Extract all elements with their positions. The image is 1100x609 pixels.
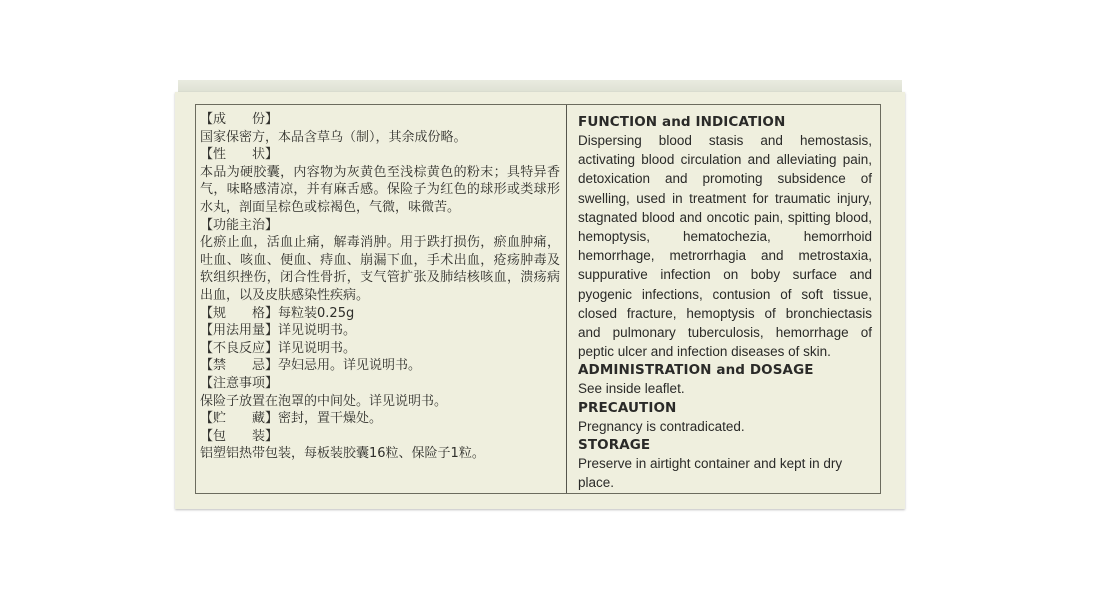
contra-text: 孕妇忌用。详见说明书。 [278,358,422,374]
precaution-heading: PRECAUTION [578,399,677,416]
storage-row [200,410,560,428]
spec-text: 每粒装0.25g [278,305,355,321]
column-divider [566,105,567,493]
function-label: 【功能主治】 [200,217,279,233]
adverse-row [200,340,560,358]
ingredients-text: 国家保密方，本品含草乌（制），其余成份略。 [200,129,467,145]
usage-label: 【用法用量】 [200,323,279,339]
storage-text: 密封，置干燥处。 [278,411,383,427]
text-frame [195,104,881,494]
function-text: 化瘀止血，活血止痛，解毒消肿。用于跌打损伤，瘀血肿痛，吐血、咳血、便血、痔血、崩漏下血，手术出血，疮疡肿毒及软组织挫伤，闭合性骨折，支气管扩张及肺结核咳血，溃疡病出血，以及皮肤感染性疾病。 [200,235,560,303]
adverse-label: 【不良反应】 [200,340,279,356]
package-back-panel [175,92,905,509]
admin-text: See inside leaflet. [578,381,685,397]
adverse-text: 详见说明书。 [278,340,357,356]
storage-text-en: Preserve in airtight container and kept in dry place. [578,455,843,491]
storage-heading: STORAGE [578,436,651,453]
function-heading: FUNCTION and INDICATION [578,114,786,130]
precaution-text: Pregnancy is contradicated. [578,418,745,434]
spec-label: 【规 格】 [200,305,279,321]
chinese-column [200,111,560,463]
usage-text: 详见说明书。 [278,323,357,339]
english-column [578,113,872,492]
notes-label: 【注意事项】 [200,375,279,391]
contra-label: 【禁 忌】 [200,358,279,374]
spec-row [200,305,560,323]
function-text-en: Dispersing blood stasis and hemostasis, activating blood circulation and alleviating pain, detoxication and promoting subsidence of swelling, used in treatment for traumatic injury, stagnated blood and oncotic pain, spitting blood, hemoptysis, hematochezia, hemorrhoid hemorrhage, metrorrhagia and metrostaxia, suppurative infection on boby surface and pyogenic infections, contusion of soft tissue, closed fracture, hemoptysis of bronchiectasis and pulmonary tuberculosis, hemorrhage of peptic ulcer and infection diseases of skin. [578,133,872,360]
ingredients-label: 【成 份】 [200,112,279,127]
notes-text: 保险子放置在泡罩的中间处。详见说明书。 [200,393,448,409]
contra-row [200,357,560,375]
storage-label: 【贮 藏】 [200,411,279,427]
character-text: 本品为硬胶囊，内容物为灰黄色至浅棕黄色的粉末；具特异香气，味略感清凉，并有麻舌感。保险子为红色的球形或类球形水丸，剖面呈棕色或棕褐色，气微，味微苦。 [200,164,560,215]
package-text: 铝塑铝热带包装，每板装胶囊16粒、保险子1粒。 [200,446,485,462]
character-label: 【性 状】 [200,147,279,163]
usage-row [200,322,560,340]
admin-heading: ADMINISTRATION and DOSAGE [578,362,814,379]
package-label: 【包 装】 [200,428,279,444]
